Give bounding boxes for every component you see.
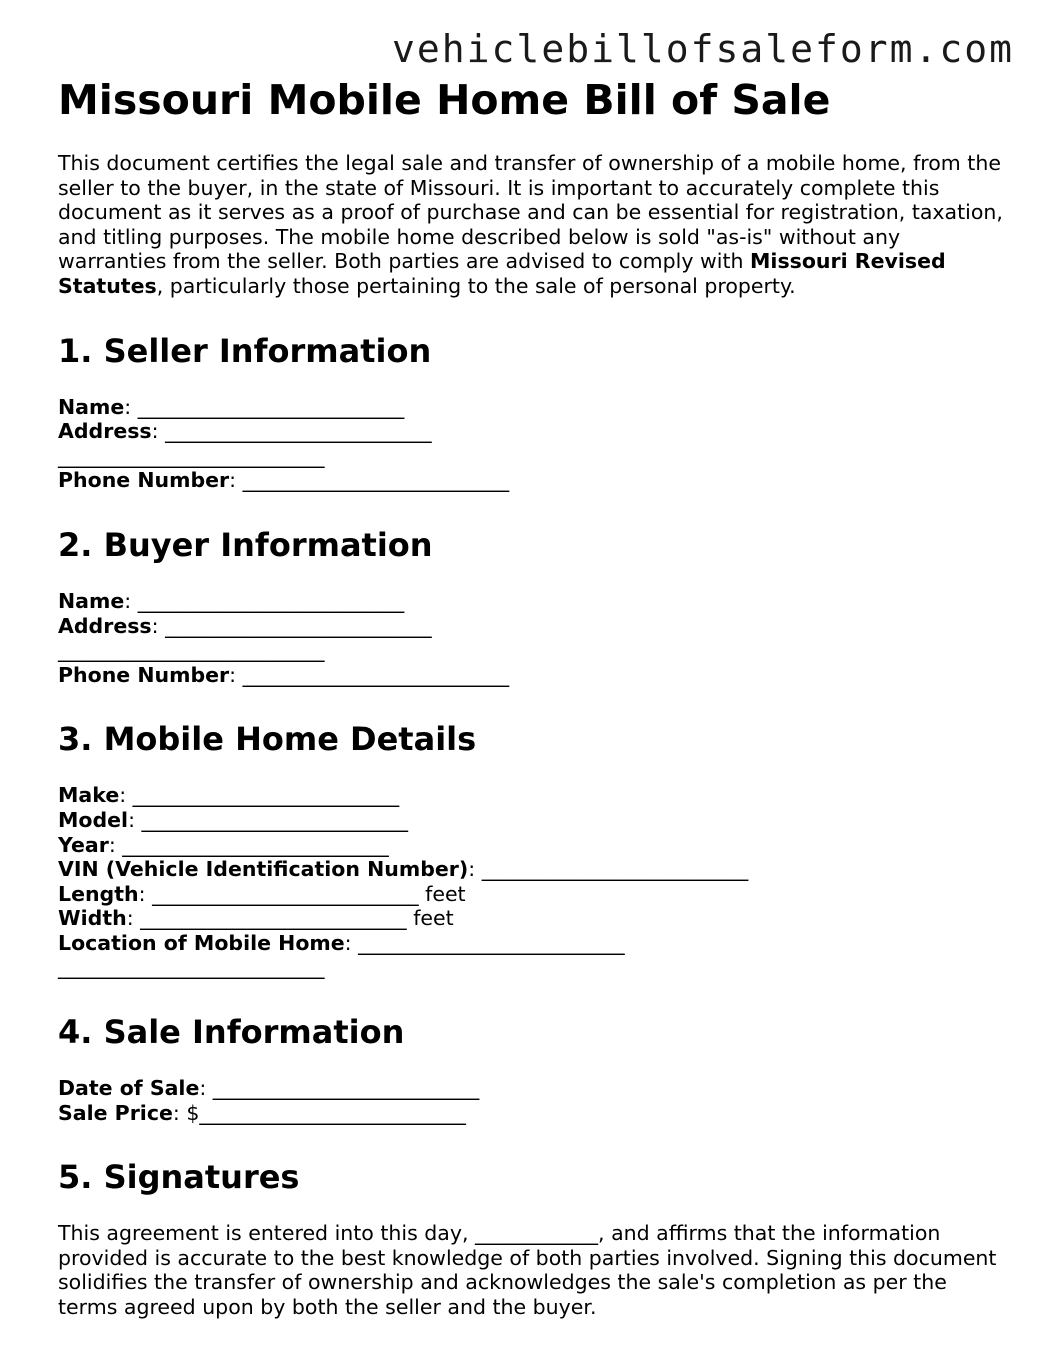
width-label: Width	[58, 906, 127, 931]
sale-date-field: Date of Sale: __________________________	[58, 1076, 480, 1101]
buyer-phone-blank[interactable]: __________________________	[242, 662, 510, 687]
intro-text: This document certifies the legal sale and transfer of ownership of a mobile home, from the seller to the buyer, in the state of Missouri. It is important to accurately complete this document as it serves as a proof of purchase and can be essential for registration, taxation, and titling purposes. The mobile home described below is sold "as-is" without any warranties from the seller. Both parties are advised to comply with	[58, 151, 1003, 274]
vin-field: VIN (Vehicle Identification Number): __________________________	[58, 857, 749, 882]
intro-statute-name: Missouri Revised Statutes	[58, 249, 946, 298]
sale-date-label: Date of Sale	[58, 1076, 200, 1101]
sale-heading: 4. Sale Information	[58, 1013, 405, 1052]
seller-address-label: Address	[58, 419, 152, 444]
width-field: Width: __________________________ feet	[58, 906, 454, 931]
buyer-heading: 2. Buyer Information	[58, 525, 433, 564]
signatures-heading: 5. Signatures	[58, 1158, 300, 1197]
location-blank-2[interactable]: __________________________	[58, 955, 325, 980]
location-line2	[58, 955, 1008, 980]
length-blank[interactable]: __________________________	[152, 881, 419, 906]
seller-phone-field: Phone Number: __________________________	[58, 468, 510, 493]
buyer-address-label: Address	[58, 613, 152, 638]
intro-text-end: , particularly those pertaining to the sale of personal property.	[156, 273, 796, 298]
sale-price-blank[interactable]: __________________________	[199, 1100, 466, 1125]
seller-phone-label: Phone Number	[58, 468, 230, 493]
signatures-paragraph	[58, 1221, 1008, 1319]
location-label: Location of Mobile Home	[58, 930, 345, 955]
sale-price-label: Sale Price	[58, 1100, 173, 1125]
seller-name-label: Name	[58, 394, 125, 419]
sale-fields	[58, 1076, 1008, 1125]
seller-address-blank-2[interactable]: __________________________	[58, 443, 325, 468]
sale-price-field: Sale Price: $__________________________	[58, 1100, 466, 1125]
width-unit: feet	[413, 906, 454, 931]
document-title: Missouri Mobile Home Bill of Sale	[58, 76, 831, 124]
home-fields	[58, 783, 1008, 980]
seller-name-field: Name: __________________________	[58, 394, 405, 419]
vin-label: VIN (Vehicle Identification Number)	[58, 857, 469, 882]
vin-blank[interactable]: __________________________	[481, 857, 749, 882]
model-label: Model	[58, 807, 129, 832]
buyer-address-field: Address: __________________________	[58, 613, 432, 638]
year-blank[interactable]: __________________________	[122, 832, 389, 857]
seller-address-blank[interactable]: __________________________	[165, 419, 432, 444]
length-field: Length: __________________________ feet	[58, 881, 466, 906]
make-field: Make: __________________________	[58, 783, 400, 808]
buyer-fields	[58, 589, 1008, 687]
seller-heading: 1. Seller Information	[58, 331, 432, 370]
sale-date-blank[interactable]: __________________________	[212, 1076, 480, 1101]
year-field: Year: __________________________	[58, 832, 389, 857]
currency-symbol: $	[186, 1100, 200, 1125]
length-label: Length	[58, 881, 139, 906]
agreement-day-blank[interactable]: ____________	[475, 1221, 599, 1246]
length-unit: feet	[425, 881, 466, 906]
make-label: Make	[58, 783, 120, 808]
seller-phone-blank[interactable]: __________________________	[242, 468, 510, 493]
location-field: Location of Mobile Home: __________________________	[58, 930, 625, 955]
buyer-name-field: Name: __________________________	[58, 588, 405, 613]
document-page	[58, 74, 1008, 1320]
buyer-name-label: Name	[58, 588, 125, 613]
buyer-phone-field: Phone Number: __________________________	[58, 662, 510, 687]
seller-name-blank[interactable]: __________________________	[137, 394, 405, 419]
location-blank[interactable]: __________________________	[358, 930, 625, 955]
model-field: Model: __________________________	[58, 807, 409, 832]
buyer-name-blank[interactable]: __________________________	[137, 588, 405, 613]
model-blank[interactable]: __________________________	[141, 807, 409, 832]
buyer-address-line2	[58, 638, 1008, 663]
intro-paragraph	[58, 151, 1008, 299]
seller-address-line2	[58, 444, 1008, 469]
signatures-text: This agreement is entered into this day,	[58, 1221, 476, 1246]
year-label: Year	[58, 832, 109, 857]
buyer-address-blank[interactable]: __________________________	[165, 613, 432, 638]
seller-address-field: Address: __________________________	[58, 419, 432, 444]
home-heading: 3. Mobile Home Details	[58, 720, 477, 759]
site-watermark: vehiclebillofsaleform.com	[392, 27, 1014, 71]
seller-fields	[58, 395, 1008, 493]
signatures-text-end: , and affirms that the information provided is accurate to the best knowledge of both parties involved. Signing this document solidifies the transfer of ownership and acknowledges the sale's completion as per the terms agreed upon by both the seller and the buyer.	[58, 1221, 997, 1320]
make-blank[interactable]: __________________________	[132, 783, 400, 808]
width-blank[interactable]: __________________________	[140, 906, 407, 931]
buyer-address-blank-2[interactable]: __________________________	[58, 638, 325, 663]
buyer-phone-label: Phone Number	[58, 662, 230, 687]
